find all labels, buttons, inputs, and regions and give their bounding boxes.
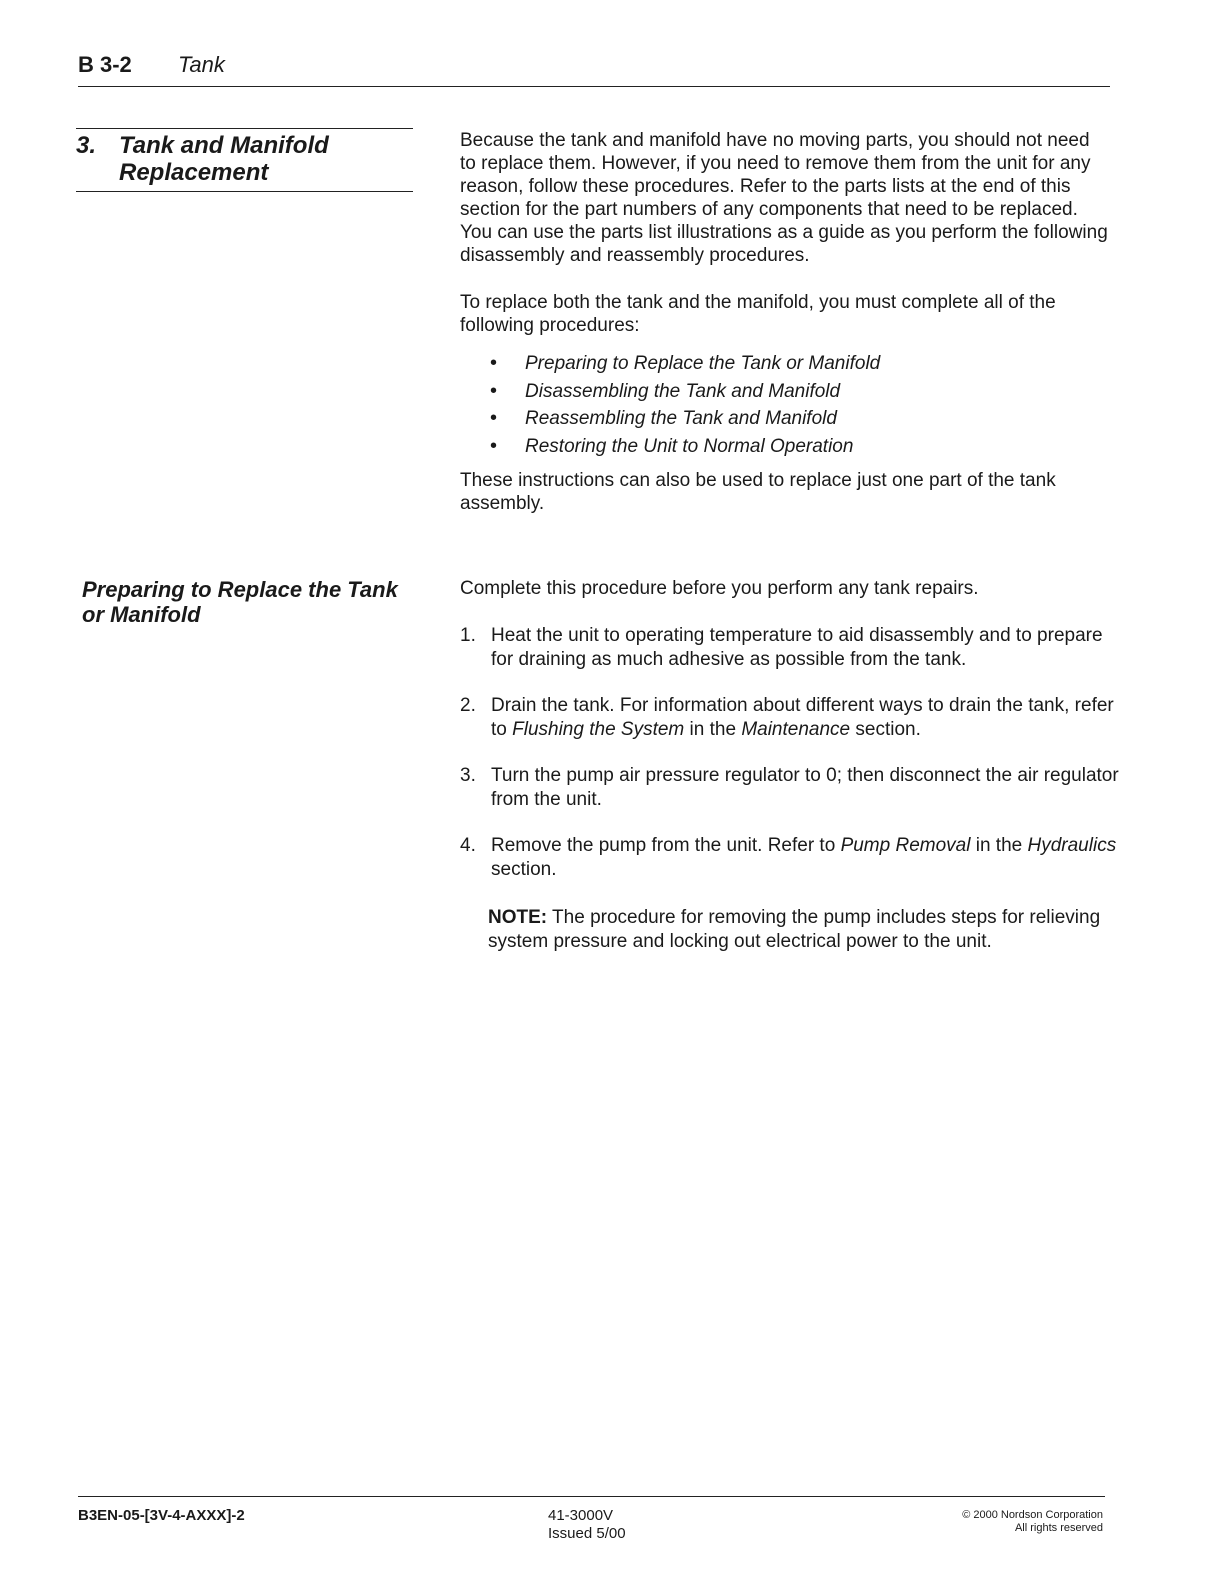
intro-paragraph-1: Because the tank and manifold have no moving parts, you should not need to replace them. However, if you need to remove them from the unit for any reason, follow these procedures. Refer to the parts lists at the end of this section for the part numbers of any components that need to be replaced. You can use the parts list illustrations as a guide as you perform the following disassembly and reassembly procedures. (460, 130, 1108, 266)
step-item: 1. Heat the unit to operating temperature to aid disassembly and to prepare for draining as much adhesive as possible from the tank. (460, 625, 1103, 670)
heading-number: 3. (76, 132, 97, 159)
procedure-item: • Disassembling the Tank and Manifold (490, 378, 880, 406)
copyright: © 2000 Nordson Corporation All rights reserved (962, 1509, 1103, 1534)
note (488, 906, 1128, 953)
procedure-item: • Preparing to Replace the Tank or Manifold (490, 350, 880, 378)
step-item: 3. Turn the pump air pressure regulator to 0; then disconnect the air regulator from the unit. (460, 765, 1119, 810)
note-label: NOTE: (488, 907, 548, 928)
main-heading (76, 128, 413, 192)
page-footer (78, 1496, 1105, 1557)
part-info: 41-3000V Issued 5/00 (548, 1507, 626, 1542)
page-header (78, 50, 1110, 87)
heading-title-line2: Replacement (119, 159, 269, 186)
steps-list (460, 624, 1120, 904)
intro-paragraph-2: To replace both the tank and the manifold, you must complete all of the following procedures: (460, 292, 1056, 336)
section-name: Tank (178, 52, 225, 77)
doc-code: B3EN-05-[3V-4-AXXX]-2 (78, 1507, 245, 1524)
intro-paragraph-3: These instructions can also be used to replace just one part of the tank assembly. (460, 470, 1056, 514)
note-text: The procedure for removing the pump includes steps for relieving system pressure and locking out electrical power to the unit. (488, 907, 1101, 952)
procedure-list (490, 350, 880, 460)
heading-title-line1: Tank and Manifold (119, 132, 329, 159)
procedure-item: • Reassembling the Tank and Manifold (490, 405, 880, 433)
preparing-lead: Complete this procedure before you perform any tank repairs. (460, 578, 979, 599)
step-item: 4. Remove the pump from the unit. Refer to Pump Removal in the Hydraulics section. (460, 835, 1117, 880)
subheading-preparing: Preparing to Replace the Tank or Manifold (82, 577, 398, 627)
step-item: 2. Drain the tank. For information about different ways to drain the tank, refer to Flushing the System in the Maintenance section. (460, 695, 1114, 740)
procedure-item: • Restoring the Unit to Normal Operation (490, 433, 880, 461)
section-number: B 3-2 (78, 52, 132, 77)
